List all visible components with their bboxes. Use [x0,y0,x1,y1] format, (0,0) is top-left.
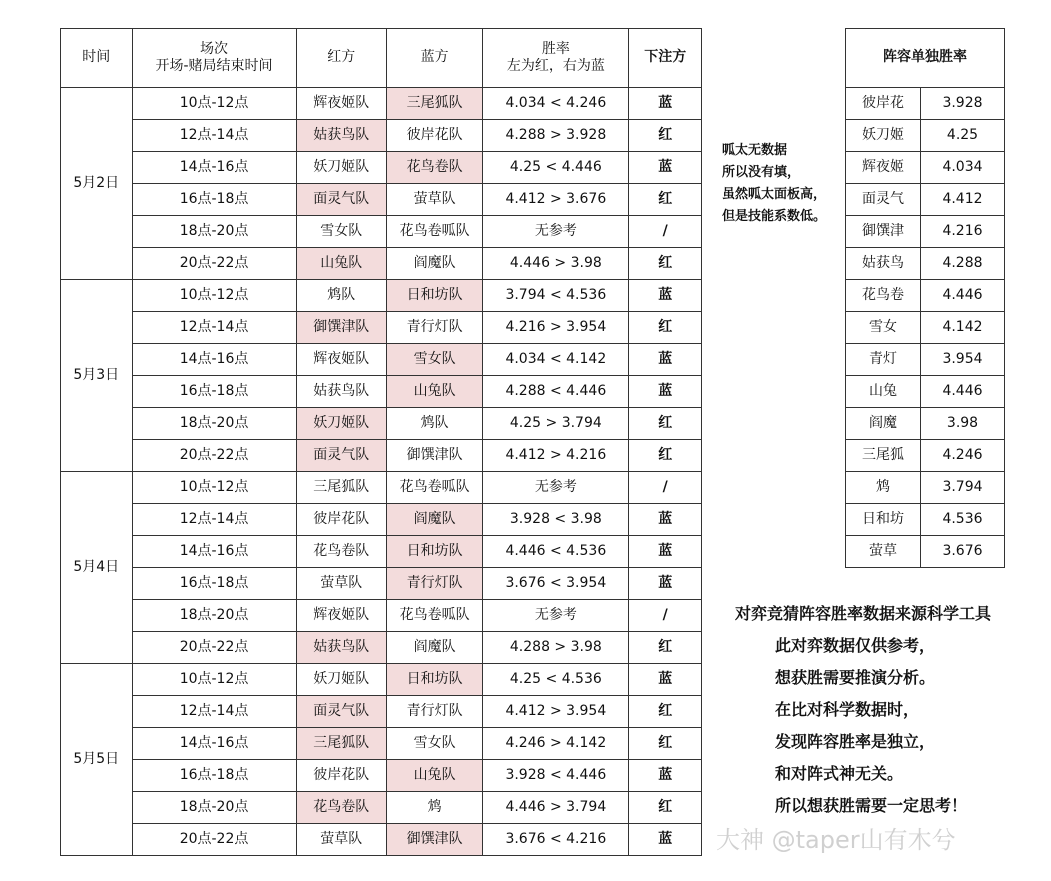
red-team-cell: 山兔队 [296,248,386,280]
match-row [61,88,702,120]
bet-cell: 蓝 [629,88,702,120]
blue-team-cell: 青行灯队 [386,696,482,728]
red-team-cell: 雪女队 [296,216,386,248]
blue-team-cell: 青行灯队 [386,568,482,600]
lineup-name: 三尾狐 [846,440,921,472]
bet-cell: 蓝 [629,504,702,536]
note-line: 所以没有填， [722,165,801,180]
lineup-body [846,88,1005,568]
lineup-rate: 4.246 [921,440,1005,472]
lineup-row [846,536,1005,568]
blue-team-cell: 御馔津队 [386,440,482,472]
winrate-cell: 4.288 > 3.98 [483,632,629,664]
session-cell: 10点-12点 [132,664,296,696]
winrate-cell: 4.25 < 4.446 [483,152,629,184]
winrate-cell: 4.412 > 3.954 [483,696,629,728]
bet-cell: / [629,472,702,504]
bet-cell: 红 [629,184,702,216]
red-team-cell: 萤草队 [296,568,386,600]
note-block [722,140,826,228]
disclaimer-line: 在比对科学数据时， [775,700,920,719]
blue-team-cell: 山兔队 [386,760,482,792]
lineup-name: 萤草 [846,536,921,568]
watermark: 大神 @taper山有木兮 [716,826,956,854]
red-team-cell: 御馔津队 [296,312,386,344]
lineup-rate: 4.446 [921,280,1005,312]
red-team-cell: 妖刀姬队 [296,408,386,440]
lineup-rate: 4.536 [921,504,1005,536]
red-team-cell: 花鸟卷队 [296,536,386,568]
disclaimer-line: 发现阵容胜率是独立， [775,732,936,751]
lineup-name: 御馔津 [846,216,921,248]
lineup-name: 妖刀姬 [846,120,921,152]
date-cell: 5月4日 [61,472,133,664]
winrate-cell: 4.288 > 3.928 [483,120,629,152]
winrate-cell: 4.216 > 3.954 [483,312,629,344]
winrate-cell: 4.246 > 4.142 [483,728,629,760]
blue-team-cell: 三尾狐队 [386,88,482,120]
session-cell: 16点-18点 [132,376,296,408]
lineup-row [846,408,1005,440]
header-session-line1: 场次 [200,40,229,57]
session-cell: 20点-22点 [132,824,296,856]
bet-cell: 红 [629,248,702,280]
schedule-body [61,88,702,856]
session-cell: 20点-22点 [132,440,296,472]
lineup-row [846,472,1005,504]
winrate-cell: 3.676 < 4.216 [483,824,629,856]
blue-team-cell: 御馔津队 [386,824,482,856]
match-row [61,376,702,408]
match-row [61,504,702,536]
red-team-cell: 彼岸花队 [296,504,386,536]
lineup-row [846,248,1005,280]
session-cell: 20点-22点 [132,632,296,664]
lineup-row [846,344,1005,376]
blue-team-cell: 山兔队 [386,376,482,408]
winrate-cell: 4.288 < 4.446 [483,376,629,408]
disclaimer-line: 此对弈数据仅供参考， [775,636,936,655]
bet-cell: 蓝 [629,536,702,568]
lineup-row [846,312,1005,344]
session-cell: 12点-14点 [132,696,296,728]
red-team-cell: 三尾狐队 [296,728,386,760]
winrate-cell: 3.794 < 4.536 [483,280,629,312]
match-row [61,568,702,600]
blue-team-cell: 鸩队 [386,408,482,440]
bet-cell: 红 [629,792,702,824]
lineup-title: 阵容单独胜率 [846,29,1005,88]
lineup-name: 花鸟卷 [846,280,921,312]
bet-cell: / [629,216,702,248]
match-row [61,600,702,632]
lineup-name: 姑获鸟 [846,248,921,280]
schedule-table [60,28,702,856]
lineup-rate: 3.98 [921,408,1005,440]
winrate-cell: 无参考 [483,472,629,504]
session-cell: 10点-12点 [132,280,296,312]
header-bet: 下注方 [629,29,702,88]
blue-team-cell: 花鸟卷队 [386,152,482,184]
lineup-row [846,120,1005,152]
red-team-cell: 辉夜姬队 [296,88,386,120]
session-cell: 16点-18点 [132,568,296,600]
red-team-cell: 面灵气队 [296,696,386,728]
blue-team-cell: 日和坊队 [386,664,482,696]
lineup-rate: 3.794 [921,472,1005,504]
bet-cell: 蓝 [629,376,702,408]
winrate-cell: 4.25 < 4.536 [483,664,629,696]
bet-cell: 红 [629,312,702,344]
session-cell: 16点-18点 [132,760,296,792]
lineup-name: 雪女 [846,312,921,344]
red-team-cell: 面灵气队 [296,440,386,472]
blue-team-cell: 青行灯队 [386,312,482,344]
lineup-name: 鸩 [846,472,921,504]
session-cell: 12点-14点 [132,120,296,152]
match-row [61,792,702,824]
date-cell: 5月2日 [61,88,133,280]
blue-team-cell: 日和坊队 [386,280,482,312]
match-row [61,728,702,760]
match-row [61,824,702,856]
disclaimer-line: 所以想获胜需要一定思考！ [775,796,968,815]
match-row [61,120,702,152]
session-cell: 18点-20点 [132,792,296,824]
disclaimer-title: 对弈竞猜阵容胜率数据来源科学工具 [735,604,992,623]
session-cell: 18点-20点 [132,600,296,632]
lineup-rate: 4.412 [921,184,1005,216]
disclaimer-line: 想获胜需要推演分析。 [775,668,936,687]
blue-team-cell: 雪女队 [386,344,482,376]
session-cell: 12点-14点 [132,312,296,344]
lineup-row [846,152,1005,184]
disclaimer-line: 和对阵式神无关。 [775,764,904,783]
red-team-cell: 鸩队 [296,280,386,312]
blue-team-cell: 萤草队 [386,184,482,216]
winrate-cell: 3.928 < 4.446 [483,760,629,792]
winrate-cell: 3.928 < 3.98 [483,504,629,536]
red-team-cell: 萤草队 [296,824,386,856]
date-cell: 5月5日 [61,664,133,856]
lineup-rate: 4.25 [921,120,1005,152]
header-winrate [483,29,629,88]
blue-team-cell: 雪女队 [386,728,482,760]
red-team-cell: 妖刀姬队 [296,664,386,696]
lineup-row [846,88,1005,120]
match-row [61,312,702,344]
red-team-cell: 花鸟卷队 [296,792,386,824]
lineup-name: 彼岸花 [846,88,921,120]
red-team-cell: 姑获鸟队 [296,376,386,408]
blue-team-cell: 花鸟卷呱队 [386,472,482,504]
header-red: 红方 [296,29,386,88]
winrate-cell: 4.25 > 3.794 [483,408,629,440]
bet-cell: 红 [629,728,702,760]
blue-team-cell: 阎魔队 [386,504,482,536]
session-cell: 10点-12点 [132,88,296,120]
red-team-cell: 彼岸花队 [296,760,386,792]
session-cell: 14点-16点 [132,536,296,568]
header-session [132,29,296,88]
match-row [61,760,702,792]
session-cell: 14点-16点 [132,344,296,376]
note-line: 但是技能系数低。 [722,209,827,224]
session-cell: 14点-16点 [132,728,296,760]
bet-cell: 蓝 [629,760,702,792]
match-row [61,216,702,248]
match-row [61,344,702,376]
winrate-cell: 4.412 > 3.676 [483,184,629,216]
bet-cell: 红 [629,632,702,664]
lineup-rate: 3.928 [921,88,1005,120]
winrate-cell: 无参考 [483,216,629,248]
lineup-name: 山兔 [846,376,921,408]
bet-cell: 蓝 [629,664,702,696]
winrate-cell: 无参考 [483,600,629,632]
match-row [61,408,702,440]
header-time: 时间 [61,29,133,88]
note-line: 呱太无数据 [722,143,788,158]
match-row [61,664,702,696]
bet-cell: 红 [629,696,702,728]
note-line: 虽然呱太面板高， [722,187,827,202]
match-row [61,536,702,568]
session-cell: 20点-22点 [132,248,296,280]
match-row [61,440,702,472]
match-row [61,152,702,184]
bet-cell: 红 [629,408,702,440]
header-blue: 蓝方 [386,29,482,88]
header-winrate-line2: 左为红，右为蓝 [506,58,605,74]
winrate-cell: 4.034 < 4.142 [483,344,629,376]
bet-cell: 红 [629,440,702,472]
lineup-rate: 3.954 [921,344,1005,376]
blue-team-cell: 彼岸花队 [386,120,482,152]
red-team-cell: 姑获鸟队 [296,632,386,664]
bet-cell: 蓝 [629,824,702,856]
lineup-rate: 4.216 [921,216,1005,248]
winrate-cell: 4.446 < 4.536 [483,536,629,568]
schedule-header-row [61,29,702,88]
lineup-name: 面灵气 [846,184,921,216]
blue-team-cell: 花鸟卷呱队 [386,216,482,248]
winrate-cell: 4.034 < 4.246 [483,88,629,120]
session-cell: 12点-14点 [132,504,296,536]
bet-cell: 红 [629,120,702,152]
disclaimer-block [735,598,991,822]
lineup-row [846,440,1005,472]
match-row [61,472,702,504]
session-cell: 18点-20点 [132,408,296,440]
red-team-cell: 辉夜姬队 [296,344,386,376]
header-winrate-line1: 胜率 [541,40,570,57]
match-row [61,184,702,216]
red-team-cell: 三尾狐队 [296,472,386,504]
lineup-row [846,184,1005,216]
match-row [61,632,702,664]
lineup-row [846,216,1005,248]
lineup-name: 阎魔 [846,408,921,440]
red-team-cell: 辉夜姬队 [296,600,386,632]
date-cell: 5月3日 [61,280,133,472]
lineup-name: 日和坊 [846,504,921,536]
bet-cell: / [629,600,702,632]
match-row [61,696,702,728]
bet-cell: 蓝 [629,280,702,312]
bet-cell: 蓝 [629,344,702,376]
session-cell: 16点-18点 [132,184,296,216]
blue-team-cell: 阎魔队 [386,632,482,664]
winrate-cell: 4.446 > 3.98 [483,248,629,280]
lineup-rate: 4.142 [921,312,1005,344]
match-row [61,248,702,280]
bet-cell: 蓝 [629,152,702,184]
lineup-rate: 4.034 [921,152,1005,184]
lineup-winrate-table [845,28,1005,568]
lineup-rate: 4.288 [921,248,1005,280]
session-cell: 10点-12点 [132,472,296,504]
match-row [61,280,702,312]
winrate-cell: 4.412 > 4.216 [483,440,629,472]
lineup-row [846,280,1005,312]
red-team-cell: 妖刀姬队 [296,152,386,184]
lineup-name: 辉夜姬 [846,152,921,184]
blue-team-cell: 花鸟卷呱队 [386,600,482,632]
red-team-cell: 姑获鸟队 [296,120,386,152]
blue-team-cell: 鸩 [386,792,482,824]
winrate-cell: 4.446 > 3.794 [483,792,629,824]
lineup-row [846,376,1005,408]
red-team-cell: 面灵气队 [296,184,386,216]
lineup-name: 青灯 [846,344,921,376]
session-cell: 18点-20点 [132,216,296,248]
session-cell: 14点-16点 [132,152,296,184]
winrate-cell: 3.676 < 3.954 [483,568,629,600]
lineup-rate: 3.676 [921,536,1005,568]
lineup-rate: 4.446 [921,376,1005,408]
blue-team-cell: 阎魔队 [386,248,482,280]
header-session-line2: 开场-赌局结束时间 [155,58,273,74]
blue-team-cell: 日和坊队 [386,536,482,568]
bet-cell: 蓝 [629,568,702,600]
lineup-header-row [846,29,1005,88]
lineup-row [846,504,1005,536]
